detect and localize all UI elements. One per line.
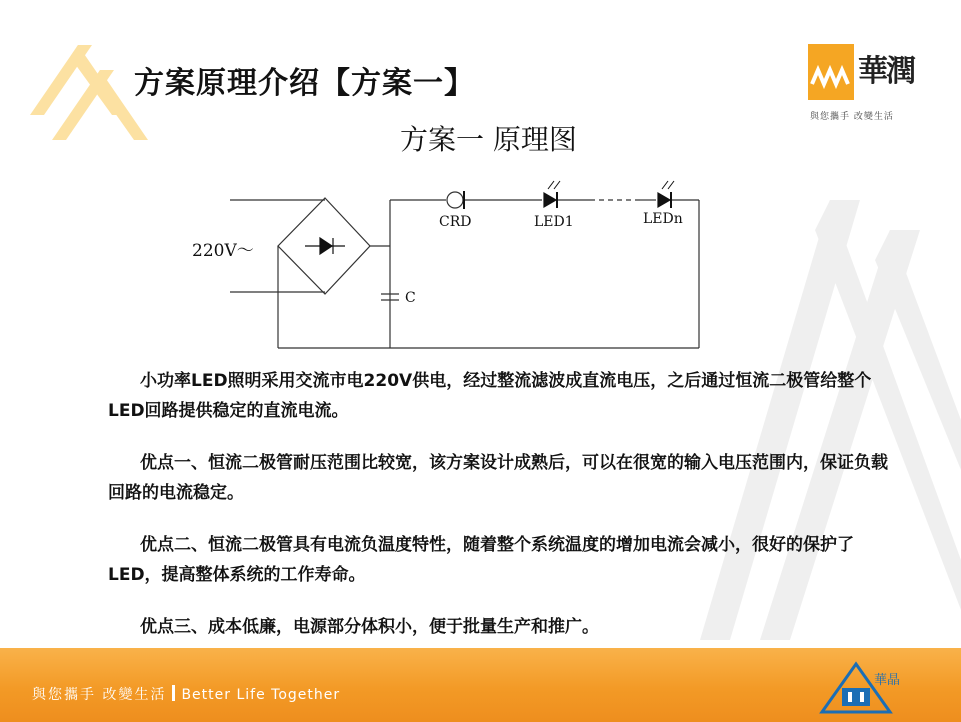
footer-logo xyxy=(812,660,902,716)
paragraph-advantage-2 xyxy=(108,530,898,590)
footer-logo-text: 華晶 xyxy=(874,673,901,688)
capacitor-label: C xyxy=(405,290,416,306)
top-left-chevron-decoration xyxy=(30,45,148,140)
brand-logo-icon xyxy=(808,44,854,100)
ledn-symbol xyxy=(658,193,670,207)
circuit-diagram xyxy=(180,170,720,355)
diagram-title: 方案一 原理图 xyxy=(400,123,577,156)
paragraph-advantage-3-text: 优点三、成本低廉，电源部分体积小，便于批量生产和推广。 xyxy=(140,617,599,637)
footer-slogan xyxy=(32,684,340,704)
bridge-diode xyxy=(320,238,332,254)
footer-slogan-cn: 與您攜手 改變生活 xyxy=(32,687,167,703)
led-emission-arrows xyxy=(548,181,674,189)
brand-name: 華潤 xyxy=(858,54,914,89)
paragraph-advantage-3 xyxy=(108,612,898,642)
input-voltage-label: 220V～ xyxy=(192,241,254,261)
led1-label: LED1 xyxy=(534,214,574,230)
paragraph-advantage-1 xyxy=(108,448,898,508)
crd-symbol xyxy=(447,192,463,208)
paragraph-advantage-2-text: 优点二、恒流二极管具有电流负温度特性，随着整个系统温度的增加电流会减小，很好的保护了LED，提高整体系统的工作寿命。 xyxy=(108,535,854,585)
footer-separator xyxy=(172,685,175,701)
ledn-label: LEDn xyxy=(643,211,683,227)
crd-label: CRD xyxy=(439,214,472,230)
paragraph-intro xyxy=(108,366,898,426)
led1-symbol xyxy=(544,193,556,207)
paragraph-advantage-1-text: 优点一、恒流二极管耐压范围比较宽，该方案设计成熟后，可以在很宽的输入电压范围内，保证负载回路的电流稳定。 xyxy=(108,453,888,503)
brand-slogan: 與您攜手 改變生活 xyxy=(810,112,894,122)
paragraph-intro-text: 小功率LED照明采用交流市电220V供电，经过整流滤波成直流电压，之后通过恒流二极管给整个LED回路提供稳定的直流电流。 xyxy=(108,371,872,421)
footer-slogan-en: Better Life Together xyxy=(181,687,341,703)
slide-title: 方案原理介绍【方案一】 xyxy=(134,66,475,101)
